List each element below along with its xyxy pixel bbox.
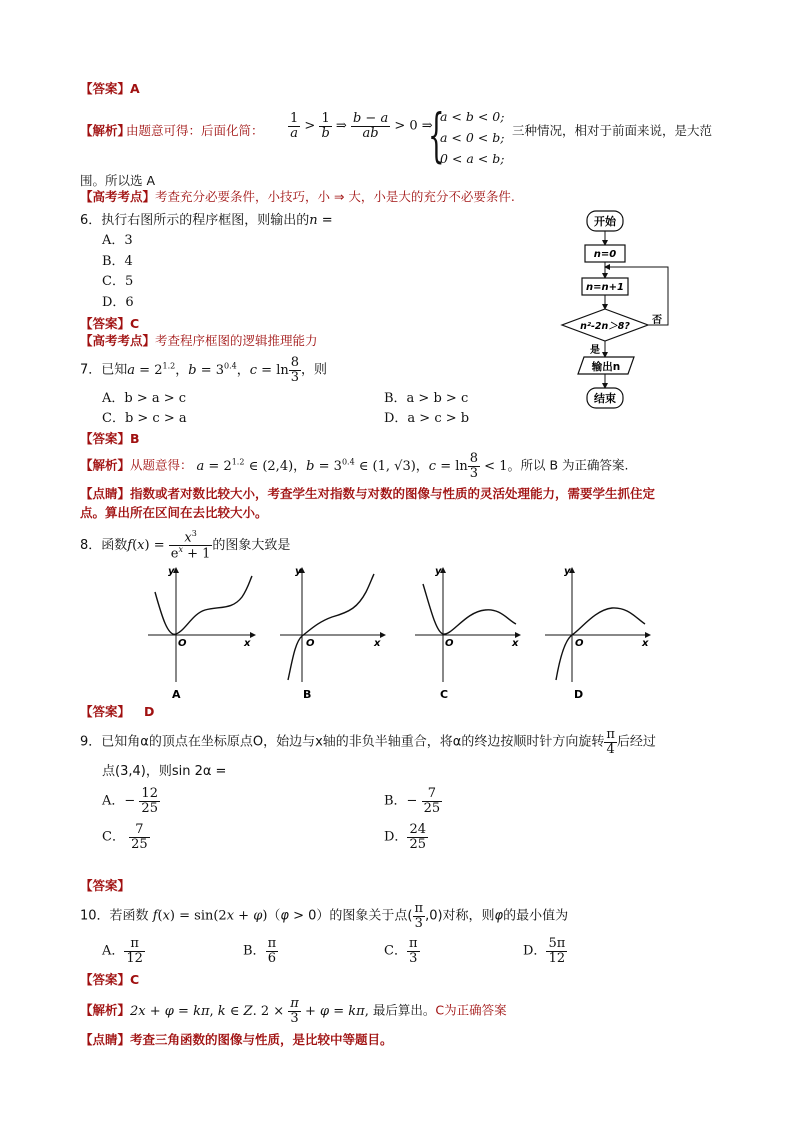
graph-c-o: O: [445, 638, 454, 649]
dianjing-tag: 【点睛】: [80, 1032, 131, 1047]
graph-b-label: B: [303, 688, 312, 701]
flow-step-label: n=n+1: [586, 282, 624, 293]
flow-start-label: 开始: [594, 215, 616, 228]
q9-stem-text: 9．已知角α的顶点在坐标原点O，始边与x轴的非负半轴重合，将α的终边按顺时针方向旋转: [80, 734, 605, 750]
q6-option-a: A．3: [102, 233, 133, 248]
flow-no-label: 否: [652, 315, 662, 326]
q7-stem: 7．已知$a = 2^{1.2}$，$b = 3^{0.4}$，c = ln $\frac{8}{3}$ ，则: [80, 355, 328, 385]
q6-option-b: B．4: [102, 253, 133, 269]
q8-stem-b: 的图象大致是: [212, 537, 291, 553]
q7-analysis-line: 【解析】从题意得： $a = 2^{1.2}$ ∈ (2,4)，$b = 3^{0.4}$ ∈ (1, √3)，c = ln $\frac{8}{3}$ < 1。所以 B 为正确答案.: [80, 451, 629, 481]
flow-cond-label: n²-2n＞8?: [580, 321, 630, 332]
graph-b-x: x: [374, 638, 381, 649]
q7-option-c: C．b > c > a: [102, 411, 187, 426]
analysis-tag: 【解析】: [80, 457, 131, 473]
q7-analysis-tail: 所以 B 为正确答案.: [520, 457, 629, 473]
q6-gaokao-text: 考查程序框图的逻辑推理能力: [155, 333, 318, 348]
graph-a-o: O: [178, 638, 187, 649]
q10-analysis-line: 【解析】2x + φ = kπ, k ∈ Z. 2 × $\frac{\pi}{3}$ + φ = kπ, 最后算出。C为正确答案: [80, 996, 507, 1026]
answer-tag: 【答案】: [80, 704, 131, 719]
q10-option-c: C． $\frac{\pi}{3}$: [384, 936, 418, 966]
q7-dianjing-cont: 点。算出所在区间在去比较大小。: [80, 505, 268, 520]
q7-dianjing: [80, 484, 740, 522]
flow-yes-label: 是: [590, 345, 600, 356]
q7-option-d: D．a > c > b: [384, 411, 470, 426]
graph-a-y: y: [168, 566, 175, 577]
q10-option-a: A． $\frac{\pi}{12}$: [102, 936, 143, 966]
q9-stem: 9．已知角α的顶点在坐标原点O，始边与x轴的非负半轴重合，将α的终边按顺时针方向旋转 $\frac{\pi}{4}$ 后经过: [80, 727, 656, 757]
q6-answer-value: C: [130, 316, 140, 331]
brace: {: [428, 101, 445, 169]
answer-tag: 【答案】: [80, 972, 131, 987]
graph-d-label: D: [574, 688, 584, 701]
q6-option-c: C．5: [102, 274, 134, 289]
q10-answer-line: [80, 970, 139, 988]
gaokao-tag: 【高考考点】: [80, 189, 156, 204]
analysis-text: 由题意可得：后面化简：: [126, 123, 264, 138]
analysis-line: [80, 101, 740, 169]
q10-dianjing-text: 考查三角函数的图像与性质，是比较中等题目。: [130, 1032, 393, 1047]
analysis-tag: 【解析】: [80, 123, 131, 138]
graph-d-x: x: [642, 638, 649, 649]
answer-value: A: [130, 81, 140, 96]
q6-stem: 6．执行右图所示的程序框图，则输出的n =: [80, 213, 333, 228]
analysis-tail: 三种情况，相对于前面来说，是大范: [512, 123, 713, 138]
q8-stem-a: 8．函数: [80, 537, 128, 553]
q9-option-c: C． $\frac{7}{25}$: [102, 822, 148, 852]
q7-option-a: A．b > a > c: [102, 391, 187, 406]
q9-stem2: 点(3,4)，则sin 2α =: [102, 764, 227, 779]
graph-c-x: x: [512, 638, 519, 649]
answer-tag: 【答案】: [80, 878, 131, 893]
q10-option-b: B． $\frac{\pi}{6}$: [243, 936, 277, 966]
q7-analysis-text: 从题意得：: [130, 457, 193, 473]
flowchart: [552, 205, 682, 435]
q6-option-d: D．6: [102, 294, 134, 310]
q10-stem: 10．若函数 f(x) = sin(2x + φ)（φ > 0）的图象关于点( $\frac{\pi}{3}$ ,0)对称，则φ的最小值为: [80, 901, 569, 931]
answer-tag: 【答案】: [80, 81, 131, 96]
graph-b-y: y: [295, 566, 302, 577]
q9-option-a: A．− $\frac{12}{25}$: [102, 786, 158, 816]
graph-a: [148, 566, 255, 701]
q9-stem-tail: 后经过: [616, 734, 656, 750]
q7-option-b: B．a > b > c: [384, 391, 469, 406]
flow-output-label: 输出n: [591, 361, 621, 373]
q8-stem: 8．函数f(x) = $\frac{x^3}{e^x + 1}$ 的图象大致是: [80, 529, 291, 562]
graph-c-y: y: [435, 566, 442, 577]
q8-answer-line: [80, 702, 154, 720]
q8-answer-value: D: [144, 704, 155, 719]
analysis-tag: 【解析】: [80, 1002, 131, 1018]
graph-d: [545, 566, 650, 701]
graph-d-o: O: [575, 638, 584, 649]
dianjing-tag: 【点睛】: [80, 486, 131, 501]
q7-answer-value: B: [130, 431, 140, 446]
flow-end-label: 结束: [594, 392, 616, 405]
q6-gaokao-line: [80, 331, 318, 349]
q10-answer-value: C: [130, 972, 140, 987]
gaokao-tag: 【高考考点】: [80, 333, 156, 348]
q8-graphs: [140, 562, 670, 702]
q9-option-b: B．− $\frac{7}{25}$: [384, 786, 441, 816]
answer-line: [80, 79, 140, 97]
analysis-cont: 围。所以选 A: [80, 173, 156, 188]
q6-options: [102, 231, 134, 313]
q7-dianjing-text: 指数或者对数比较大小，考查学生对指数与对数的图像与性质的灵活处理能力，需要学生抓住定: [130, 486, 656, 501]
q7-stem-text: 7．已知: [80, 362, 128, 378]
flow-init-label: n=0: [593, 249, 617, 260]
gaokao-text: 考查充分必要条件，小技巧，小 ⇒ 大，小是大的充分不必要条件.: [155, 189, 515, 204]
answer-tag: 【答案】: [80, 316, 131, 331]
graph-b: [280, 566, 385, 701]
q10-option-d: D． $\frac{5\pi}{12}$: [523, 936, 566, 966]
q6-answer-line: [80, 314, 139, 332]
brace-cases: a < b < 0; a < 0 < b; 0 < a < b;: [440, 109, 505, 166]
analysis-formula: $\frac{1}{a}$ > $\frac{1}{b}$ ⇒ $\frac{b - a}{ab}$ > 0 ⇒: [290, 111, 433, 141]
graph-a-x: x: [244, 638, 251, 649]
answer-tag: 【答案】: [80, 431, 131, 446]
graph-a-label: A: [172, 688, 181, 701]
q10-dianjing-line: [80, 1030, 393, 1048]
q9-answer-line: [80, 876, 130, 894]
q6-stem-text: 6．执行右图所示的程序框图，则输出的: [80, 213, 310, 228]
graph-d-y: y: [564, 566, 571, 577]
graph-c-label: C: [440, 688, 449, 701]
gaokao-line: [80, 187, 515, 205]
graph-b-o: O: [306, 638, 315, 649]
q9-option-d: D． $\frac{24}{25}$: [384, 822, 426, 852]
graph-c: [415, 566, 520, 701]
q7-answer-line: [80, 429, 140, 447]
